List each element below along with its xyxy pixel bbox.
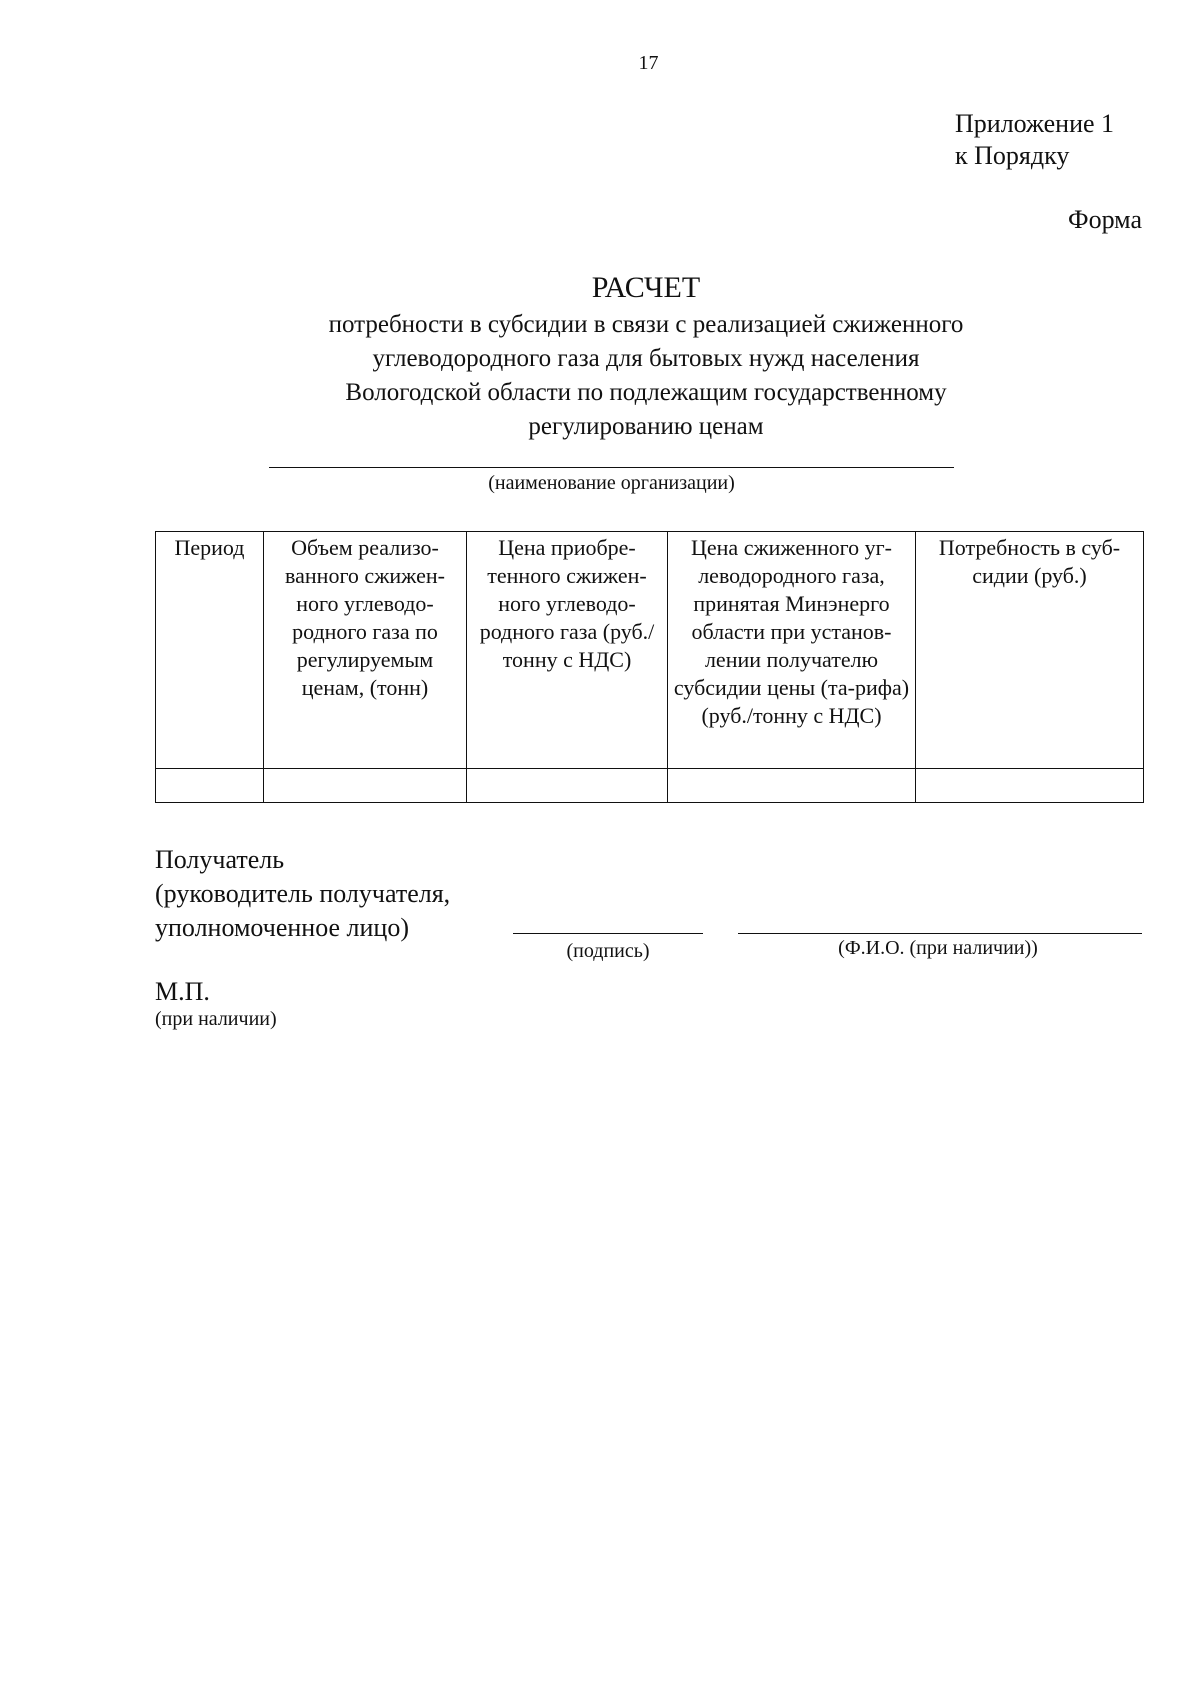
title-block: [230, 270, 1062, 444]
signature-caption: (подпись): [566, 940, 650, 962]
subtitle-line: Вологодской области по подлежащим государственному: [345, 379, 947, 406]
full-name-line[interactable]: [738, 933, 1142, 934]
appendix-reference: [955, 108, 1114, 172]
subtitle-line: потребности в субсидии в связи с реализацией сжиженного: [328, 311, 964, 338]
table-cell[interactable]: [264, 769, 467, 803]
recipient-line: Получатель: [155, 845, 285, 874]
organization-name-line[interactable]: [269, 467, 954, 468]
header-subsidy-need: Потребность в суб-сидии (руб.): [916, 532, 1144, 769]
document-title: РАСЧЕТ: [591, 271, 701, 304]
document-subtitle: [230, 308, 1062, 444]
stamp-label: М.П.: [155, 977, 210, 1006]
recipient-block: [155, 843, 450, 945]
header-purchase-price: Цена приобре-тенного сжижен-ного углеводо-родного газа (руб./тонну с НДС): [467, 532, 668, 769]
table-cell[interactable]: [467, 769, 668, 803]
form-label: Форма: [1068, 205, 1142, 234]
recipient-line: (руководитель получателя,: [155, 879, 451, 908]
appendix-line-1: Приложение 1: [955, 109, 1115, 138]
full-name-caption: (Ф.И.О. (при наличии)): [838, 937, 1038, 959]
appendix-line-2: к Порядку: [955, 141, 1070, 170]
calculation-table: [155, 531, 1144, 803]
table-cell[interactable]: [668, 769, 916, 803]
header-approved-price: Цена сжиженного уг-леводородного газа, принятая Минэнерго области при установ-лении получателю субсидии цены (та-рифа) (руб./тонну с НДС): [668, 532, 916, 769]
table-header-row: [156, 532, 1144, 769]
signature-line[interactable]: [513, 933, 703, 934]
table-cell[interactable]: [916, 769, 1144, 803]
recipient-line: уполномоченное лицо): [155, 913, 410, 942]
header-volume: Объем реализо-ванного сжижен-ного углеводо-родного газа по регулируемым ценам, (тонн): [264, 532, 467, 769]
subtitle-line: регулированию ценам: [528, 413, 764, 440]
page-number: 17: [638, 52, 659, 74]
stamp-note: (при наличии): [155, 1008, 277, 1030]
subtitle-line: углеводородного газа для бытовых нужд населения: [372, 345, 920, 372]
header-period: Период: [156, 532, 264, 769]
table-cell[interactable]: [156, 769, 264, 803]
organization-caption: (наименование организации): [488, 472, 735, 494]
table-row: [156, 769, 1144, 803]
